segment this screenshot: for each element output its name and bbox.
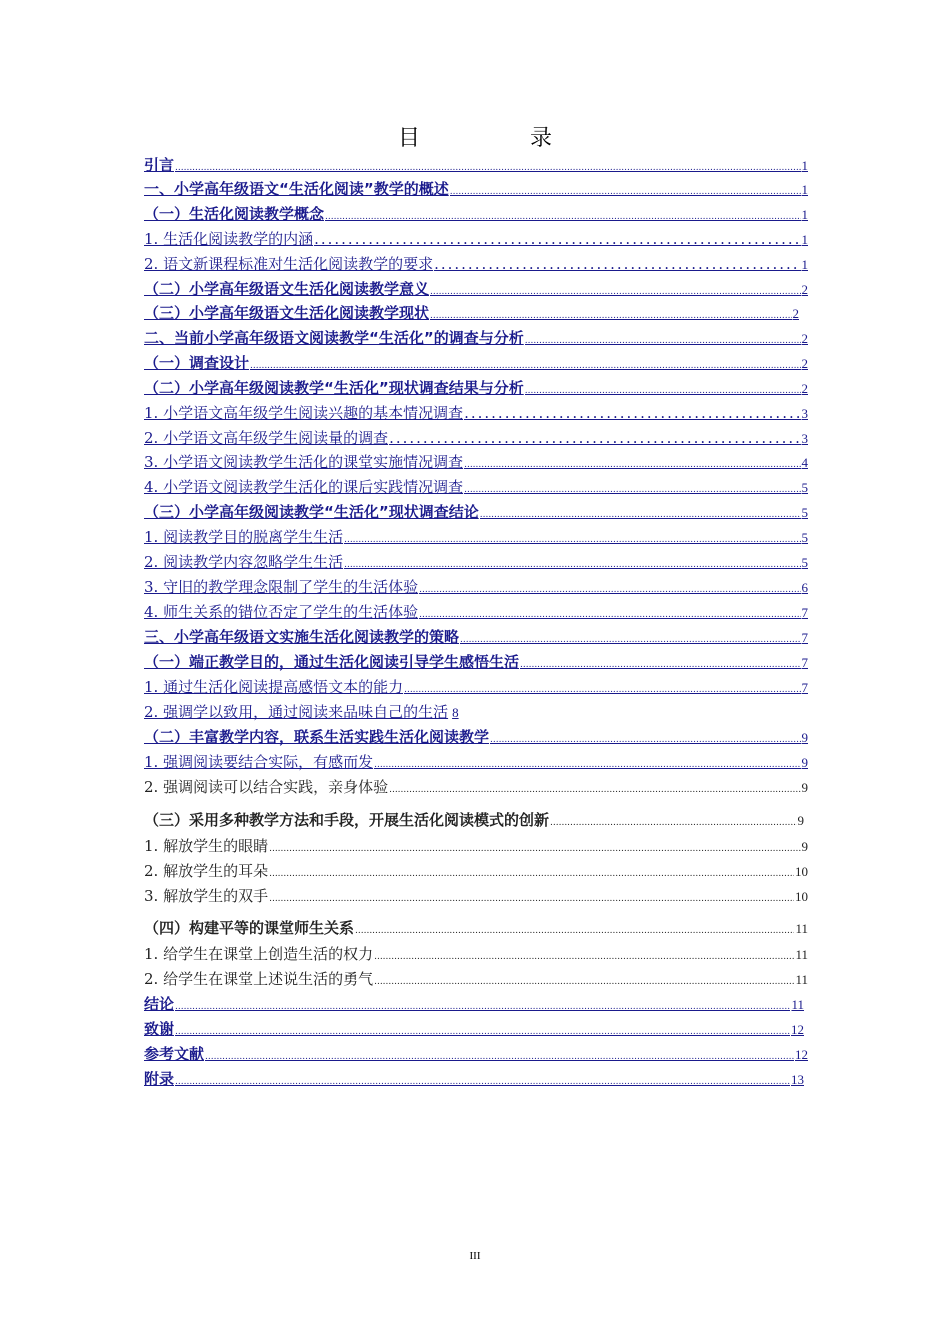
toc-page-number: 11 (795, 921, 808, 936)
toc-entry[interactable] (144, 451, 808, 473)
toc-dot-leader (464, 460, 800, 470)
toc-page-number: 5 (801, 480, 808, 495)
toc-dot-leader (175, 163, 800, 173)
toc-entry[interactable] (144, 626, 808, 648)
toc-dot-leader (269, 894, 794, 904)
toc-entry-label: 2. 给学生在课堂上述说生活的勇气 (144, 970, 374, 988)
toc-entry-label: 3. 解放学生的双手 (144, 887, 269, 905)
toc-entry[interactable] (144, 154, 808, 176)
toc-dot-leader (430, 287, 800, 297)
toc-entry[interactable] (144, 402, 808, 424)
toc-entry-label: （一）生活化阅读教学概念 (144, 205, 325, 223)
toc-entry-label: （一）端正教学目的，通过生活化阅读引导学生感悟生活 (144, 653, 520, 671)
toc-entry[interactable] (144, 352, 808, 374)
page-title: 目 录 (397, 126, 596, 151)
toc-entry-label: 一、小学高年级语文“生活化阅读”教学的概述 (144, 180, 449, 198)
toc-dot-leader (374, 977, 794, 987)
toc-entry-label: 1. 通过生活化阅读提高感悟文本的能力 (144, 678, 404, 696)
toc-entry[interactable] (144, 501, 808, 523)
toc-dot-leader (269, 869, 794, 879)
toc-page-number: 11 (791, 997, 804, 1012)
toc-entry (144, 835, 808, 857)
toc-dot-leader (389, 785, 800, 795)
toc-page-number: 1 (801, 232, 808, 247)
toc-dot-leader (525, 386, 801, 396)
toc-entry-label: 二、当前小学高年级语文阅读教学“生活化”的调查与分析 (144, 329, 524, 347)
toc-entry-label: （一）调查设计 (144, 354, 250, 372)
toc-entry (144, 860, 808, 882)
toc-page-number: 7 (801, 630, 808, 645)
toc-entry-label: 附录 (144, 1070, 175, 1088)
toc-page-number: 1 (801, 158, 808, 173)
toc-entry-label: 1. 给学生在课堂上创造生活的权力 (144, 945, 374, 963)
toc-page-number: 8 (452, 705, 459, 720)
toc-dot-leader (325, 212, 800, 222)
toc-entry-label: 引言 (144, 156, 175, 174)
toc-page-number: 12 (791, 1022, 804, 1037)
toc-page-number: 9 (801, 755, 808, 770)
toc-page-number: 10 (795, 864, 808, 879)
toc-page-number: 5 (801, 530, 808, 545)
toc-entry[interactable] (144, 576, 808, 598)
toc-dot-leader (374, 952, 794, 962)
toc-entry-label: （三）小学高年级阅读教学“生活化”现状调查结论 (144, 503, 479, 521)
toc-page-number: 11 (795, 947, 808, 962)
toc-entry[interactable] (144, 178, 808, 200)
toc-entry[interactable] (144, 1068, 804, 1090)
toc-entry-label: 2. 语文新课程标准对生活化阅读教学的要求 (144, 255, 434, 273)
toc-entry[interactable] (144, 327, 808, 349)
toc-dot-leader (374, 760, 800, 770)
toc-page-number: 9 (801, 730, 808, 745)
toc-page-number: 4 (801, 455, 808, 470)
toc-dot-leader (355, 926, 794, 936)
toc-dot-leader (175, 1077, 790, 1087)
toc-entry-label: （四）构建平等的课堂师生关系 (144, 919, 355, 937)
toc-page-number: 1 (801, 257, 808, 272)
toc-dot-leader (550, 818, 796, 828)
toc-dot-leader (490, 735, 800, 745)
toc-entry-label: （二）小学高年级语文生活化阅读教学意义 (144, 280, 430, 298)
toc-entry[interactable] (144, 701, 544, 723)
toc-page-number: 5 (801, 555, 808, 570)
toc-page-number: 12 (795, 1047, 808, 1062)
toc-page-number: 7 (801, 655, 808, 670)
toc-entry-label: 1. 强调阅读要结合实际，有感而发 (144, 753, 374, 771)
toc-dot-leader (175, 1002, 790, 1012)
toc-entry[interactable] (144, 377, 808, 399)
toc-entry-label: 结论 (144, 995, 175, 1013)
toc-entry-label: 2. 小学语文高年级学生阅读量的调查 (144, 429, 389, 447)
toc-page-number: 6 (801, 580, 808, 595)
toc-entry[interactable] (144, 427, 808, 449)
toc-dot-leader (314, 230, 800, 248)
toc-page-number: 2 (801, 331, 808, 346)
toc-page-number: 9 (801, 839, 808, 854)
toc-dot-leader (464, 404, 800, 422)
toc-page-number: 13 (791, 1072, 804, 1087)
toc-dot-leader (250, 361, 800, 371)
toc-entry[interactable] (144, 551, 808, 573)
toc-dot-leader (344, 560, 800, 570)
toc-entry[interactable] (144, 993, 804, 1015)
toc-entry[interactable] (144, 203, 808, 225)
toc-page-number: 2 (792, 306, 799, 321)
toc-entry[interactable] (144, 278, 808, 300)
toc-entry[interactable] (144, 526, 808, 548)
toc-page-number: 3 (801, 431, 808, 446)
toc-entry-label: （三）采用多种教学方法和手段，开展生活化阅读模式的创新 (144, 811, 550, 829)
toc-page-number: 2 (801, 381, 808, 396)
toc-page-number: 1 (801, 207, 808, 222)
toc-entry[interactable] (144, 1018, 804, 1040)
toc-entry[interactable] (144, 676, 808, 698)
toc-entry-label: 2. 强调学以致用，通过阅读来品味自己的生活 (144, 703, 449, 721)
toc-entry-label: 3. 小学语文阅读教学生活化的课堂实施情况调查 (144, 453, 464, 471)
toc-entry[interactable] (144, 1043, 808, 1065)
toc-dot-leader (460, 635, 800, 645)
toc-entry-label: 3. 守旧的教学理念限制了学生的生活体验 (144, 578, 419, 596)
toc-page-number: 7 (801, 680, 808, 695)
toc-dot-leader (480, 510, 801, 520)
toc-dot-leader (525, 336, 801, 346)
toc-page-number: 9 (797, 813, 804, 828)
toc-entry (144, 968, 808, 990)
toc-entry (144, 885, 808, 907)
toc-entry-label: 4. 小学语文阅读教学生活化的课后实践情况调查 (144, 478, 464, 496)
toc-entry-label: （二）丰富教学内容，联系生活实践生活化阅读教学 (144, 728, 490, 746)
toc-entry-label: 2. 解放学生的耳朵 (144, 862, 269, 880)
toc-page-number: 11 (795, 972, 808, 987)
toc-entry-label: 4. 师生关系的错位否定了学生的生活体验 (144, 603, 419, 621)
toc-dot-leader (419, 610, 800, 620)
toc-dot-leader (450, 187, 801, 197)
toc-entry-label: 2. 强调阅读可以结合实践，亲身体验 (144, 778, 389, 796)
toc-page-number: 2 (801, 356, 808, 371)
toc-entry-label: 参考文献 (144, 1045, 205, 1063)
toc-page-number: 10 (795, 889, 808, 904)
toc-dot-leader (269, 844, 800, 854)
toc-dot-leader (430, 311, 791, 321)
toc-page-number: 1 (801, 182, 808, 197)
toc-entry-label: （三）小学高年级语文生活化阅读教学现状 (144, 304, 430, 322)
toc-entry (144, 776, 808, 798)
toc-entry-label: 致谢 (144, 1020, 175, 1038)
toc-entry[interactable] (144, 476, 808, 498)
toc-entry-label: 2. 阅读教学内容忽略学生生活 (144, 553, 344, 571)
toc-entry-label: 1. 解放学生的眼睛 (144, 837, 269, 855)
toc-entry[interactable] (144, 751, 808, 773)
toc-entry-label: 1. 生活化阅读教学的内涵 (144, 230, 314, 248)
toc-entry[interactable] (144, 651, 808, 673)
toc-entry[interactable] (144, 726, 808, 748)
toc-dot-leader (389, 429, 800, 447)
toc-entry[interactable] (144, 228, 808, 250)
toc-entry (144, 943, 808, 965)
toc-page-number: 5 (801, 505, 808, 520)
toc-dot-leader (205, 1052, 794, 1062)
toc-entry (144, 917, 808, 939)
toc-page-number: 3 (801, 406, 808, 421)
toc-page-number: 2 (801, 282, 808, 297)
toc-entry[interactable] (144, 601, 808, 623)
toc-page-number: 7 (801, 605, 808, 620)
page-number-footer: III (469, 1250, 481, 1262)
toc-dot-leader (464, 485, 800, 495)
toc-entry-label: （二）小学高年级阅读教学“生活化”现状调查结果与分析 (144, 379, 524, 397)
toc-dot-leader (175, 1027, 790, 1037)
toc-entry-label: 1. 阅读教学目的脱离学生生活 (144, 528, 344, 546)
toc-dot-leader (520, 660, 800, 670)
toc-dot-leader (419, 585, 800, 595)
toc-entry[interactable] (144, 253, 808, 275)
toc-entry-label: 三、小学高年级语文实施生活化阅读教学的策略 (144, 628, 460, 646)
toc-dot-leader (344, 535, 800, 545)
toc-dot-leader (434, 255, 800, 273)
toc-page-number: 9 (801, 780, 808, 795)
toc-entry-label: 1. 小学语文高年级学生阅读兴趣的基本情况调查 (144, 404, 464, 422)
toc-dot-leader (404, 685, 800, 695)
toc-entry (144, 809, 804, 831)
toc-entry[interactable] (144, 302, 799, 324)
